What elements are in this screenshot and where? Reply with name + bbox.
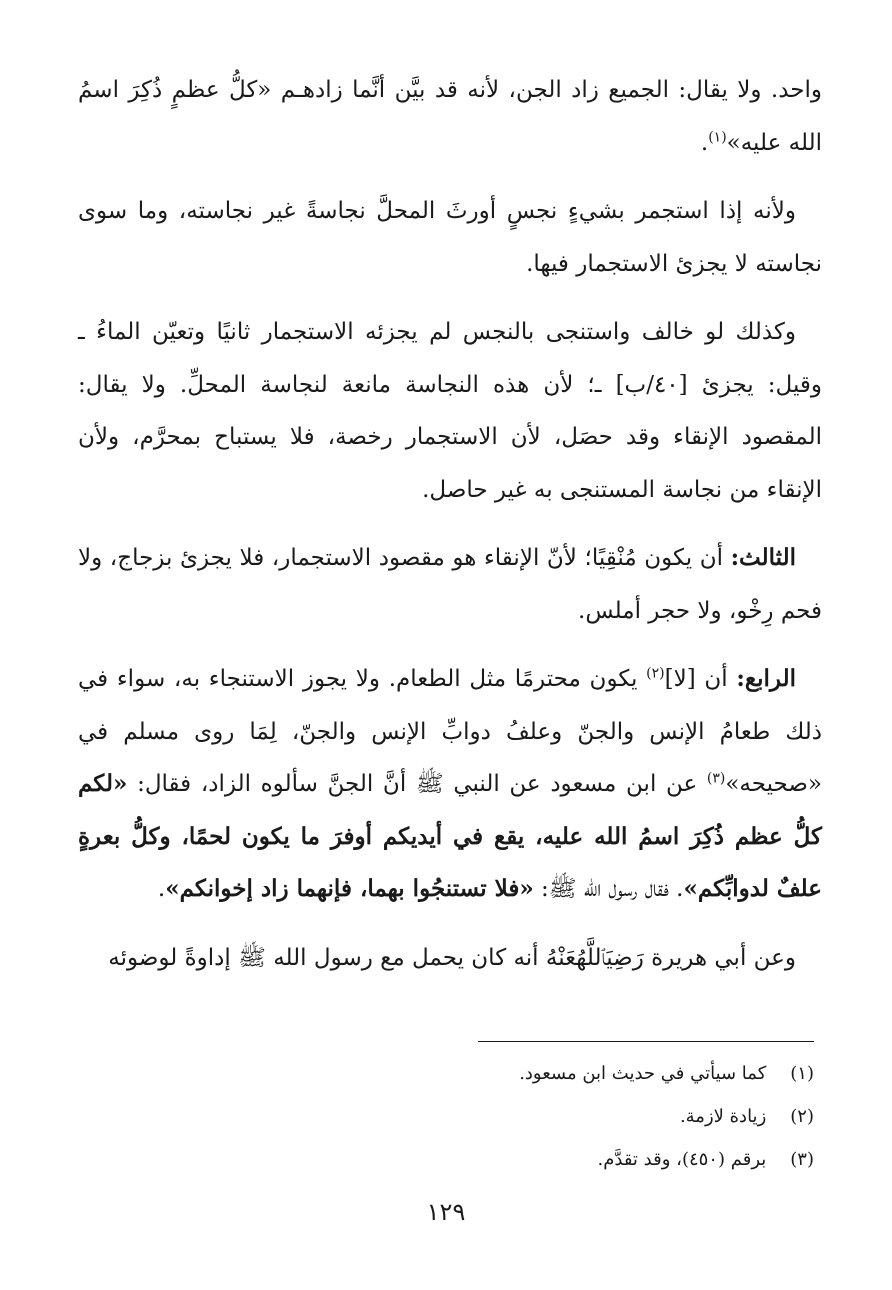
footnote-text: زيادة لازمة. — [679, 1106, 767, 1127]
paragraph-5-text-a: أن [لا] — [664, 666, 737, 692]
hadith-quote-2: «فلا تستنجُوا بهما، فإنهما زاد إخوانكم» — [165, 875, 534, 902]
footnote-text: برقم (٤٥٠)، وقد تقدَّم. — [597, 1149, 767, 1170]
footnote-ref-2: (٢) — [646, 665, 665, 682]
footnote-ref-1: (١) — [708, 128, 727, 145]
paragraph-5-text-d: . فقال رسول الله ﷺ: — [533, 876, 684, 902]
paragraph-6: وعن أبي هريرة رَضِيَٱللَّهُعَنْهُ أنه كان يحمل مع رسول الله ﷺ إداوةً لوضوئه — [108, 944, 796, 971]
footnote-ref-3: (٣) — [706, 770, 726, 787]
paragraph-5-text-e: . — [157, 876, 166, 902]
paragraph-4-heading: الثالث: — [730, 544, 796, 571]
paragraph-3: وكذلك لو خالف واستنجى بالنجس لم يجزئه الاستجمار ثانيًا وتعيّن الماءُ ـ وقيل: يجزئ [٤٠/ب] ـ؛ لأن هذه النجاسة مانعة لنجاسة المحلِّ. ولا يقال: المقصود الإنقاء وقد حصَل، لأن الاستجمار رخصة، فلا يستباح بمحرَّم، ولأن الإنقاء من نجاسة المستنجى به غير حاصل. — [78, 319, 822, 503]
paragraph-4-text: أن يكون مُنْقِيًا؛ لأنّ الإنقاء هو مقصود الاستجمار، فلا يجزئ بزجاج، ولا فحم رِخْو، ولا حجر أملس. — [78, 545, 822, 624]
main-text — [78, 64, 822, 1000]
paragraph-5 — [78, 653, 822, 916]
paragraph-4 — [78, 532, 822, 637]
footnote-number: (٢) — [790, 1106, 814, 1127]
paragraph-2: ولأنه إذا استجمر بشيءٍ نجسٍ أورثَ المحلَّ نجاسةً غير نجاسته، وما سوى نجاسته لا يجزئ الاستجمار فيها. — [78, 198, 822, 277]
paragraph-5-heading: الرابع: — [736, 665, 796, 692]
footnote-number: (١) — [790, 1063, 814, 1084]
footnote-separator — [478, 1041, 814, 1042]
footnote-number: (٣) — [790, 1149, 814, 1170]
paragraph-5-text-b: يكون محترمًا مثل الطعام. ولا يجوز الاستنجاء به، سواء في ذلك طعامُ الإنس والجنّ وعلفُ دوابِّ الإنس والجنّ، لِمَا روى مسلم في «صحيحه» — [78, 666, 822, 797]
footnote-2 — [300, 1095, 814, 1138]
paragraph-1-text: واحد. ولا يقال: الجميع زاد الجن، لأنه قد بيَّن أنَّما زادهـم «كلُّ عظمٍ ذُكِرَ اسمُ الله عليه» — [78, 77, 822, 156]
paragraph-5-text-c: عن ابن مسعود عن النبي ﷺ أنَّ الجنَّ سألوه الزاد، فقال: — [127, 771, 707, 797]
footnote-text: كما سيأتي في حديث ابن مسعود. — [519, 1063, 767, 1084]
footnote-3 — [300, 1138, 814, 1181]
hadith-quote-1: «لكم كلُّ عظم ذُكِرَ اسمُ الله عليه، يقع في أيديكم أوفرَ ما يكون لحمًا، وكلُّ بعرةٍ علفٌ لدوابِّكم» — [78, 770, 822, 902]
paragraph-1 — [78, 64, 822, 169]
footnotes — [300, 1052, 814, 1181]
footnote-1 — [300, 1052, 814, 1095]
paragraph-1-end: . — [700, 129, 709, 156]
page-number: ١٢٩ — [426, 1198, 466, 1226]
